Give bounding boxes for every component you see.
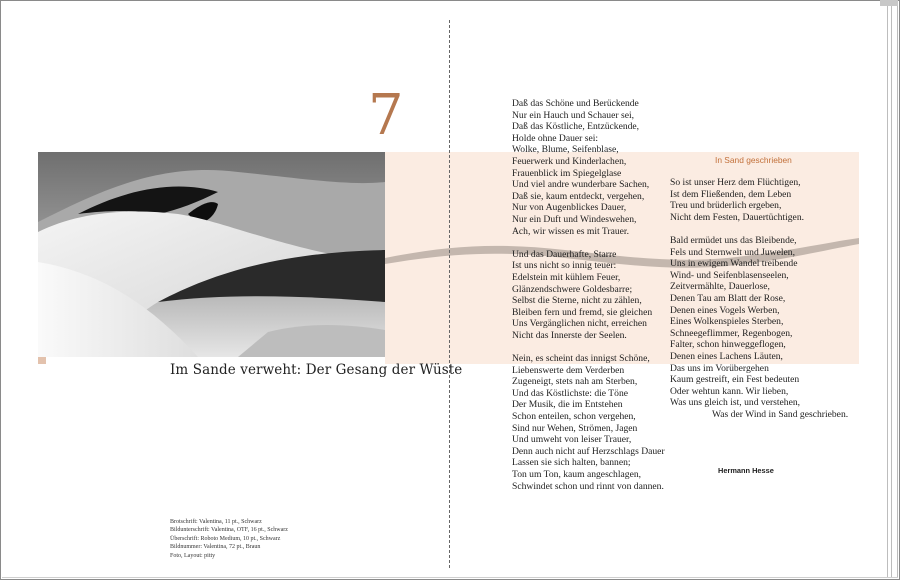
poem-line: Schon enteilen, schon vergehen, [512, 411, 636, 423]
stanza-break [670, 223, 848, 235]
poem-line: Was uns gleich ist, und verstehen, [670, 397, 801, 409]
poem-line: Liebenswerte dem Verderben [512, 364, 625, 376]
poem-line: Daß sie, kaum entdeckt, vergehen, [512, 190, 645, 202]
poem-line: Ach, wir wissen es mit Trauer. [512, 225, 629, 237]
poem-line: Frauenblick im Spiegelglase [512, 167, 622, 179]
poem-line: Denn auch nicht auf Herzschlags Dauer [512, 445, 665, 457]
poem-line: Denen eines Vogels Werben, [670, 304, 780, 316]
poem-line: Ist dem Fließenden, dem Leben [670, 188, 792, 200]
credit-line: Brotschrift: Valentina, 11 pt., Schwarz [170, 519, 262, 525]
poem-line: Nein, es scheint das innigst Schöne, [512, 353, 650, 365]
poem-line: Daß das Schöne und Berückende [512, 98, 639, 109]
poem-line: Oder wehtun kann. Wir lieben, [670, 385, 789, 397]
bottom-edge [2, 577, 898, 578]
credit-line: Foto, Layout: pitty [170, 552, 216, 559]
poem-line: Und das Dauerhafte, Starre [512, 248, 617, 260]
poem-line: Uns Vergänglichen nicht, erreichen [512, 318, 647, 330]
poem-line: Wolke, Blume, Seifenblase, [512, 144, 619, 156]
poem-line: Daß das Köstliche, Entzückende, [512, 121, 640, 133]
poem-line: Selbst die Sterne, nicht zu zählen, [512, 295, 642, 307]
typography-credits [170, 518, 288, 560]
desert-dune-photo [38, 152, 385, 357]
poem-line: Falter, schon hinweggeflogen, [670, 339, 786, 351]
poem-line: Treu und brüderlich ergeben, [670, 200, 782, 212]
chapter-number: 7 [368, 83, 404, 148]
poem-line: Glänzendschwere Goldesbarre; [512, 283, 633, 295]
poem-line: Kaum gestreift, ein Fest bedeuten [670, 374, 800, 386]
poem-line: Schwindet schon und rinnt von dannen. [512, 480, 664, 492]
poem-line: Nicht das Innerste der Seelen. [512, 329, 627, 341]
poem-line: Was der Wind in Sand geschrieben. [712, 408, 849, 420]
poem-line: Ton um Ton, kaum angeschlagen, [512, 469, 642, 480]
poem-line: Eines Wolkenspieles Sterben, [670, 316, 784, 328]
poem-line: Denen eines Lachens Läuten, [670, 350, 783, 362]
poem-line: Denen Tau am Blatt der Rose, [670, 292, 786, 304]
center-fold-line [449, 20, 450, 568]
poem-line: Uns in ewigem Wandel treibende [670, 258, 798, 270]
poem-line: Edelstein mit kühlem Feuer, [512, 271, 621, 283]
poem-line: Wind- und Seifenblasenseelen, [670, 269, 789, 281]
poem-line: Sind nur Wehen, Strömen, Jagen [512, 422, 638, 434]
stanza-break [512, 341, 665, 353]
poem-line: Feuerwerk und Kinderlachen, [512, 155, 627, 167]
poem-line: Holde ohne Dauer sei: [512, 132, 599, 144]
poem-line: Nur von Augenblickes Dauer, [512, 202, 627, 214]
poem-line: Zugeneigt, stets nah am Sterben, [512, 376, 638, 388]
poem-line: So ist unser Herz dem Flüchtigen, [670, 177, 801, 188]
poem-line: Nur ein Hauch und Schauer sei, [512, 109, 635, 121]
stanza-break [512, 237, 665, 249]
poem-line: Und viel andre wunderbare Sachen, [512, 179, 650, 191]
poem-line: Lassen sie sich halten, bannen; [512, 457, 631, 469]
poem-line: Das uns im Vorübergehen [670, 362, 769, 374]
credit-line: Überschrift: Roboto Medium, 10 pt., Schwarz [170, 535, 281, 542]
page-stack-edge [887, 6, 898, 578]
credit-line: Bildunterschrift: Valentina, OTF, 16 pt., Schwarz [170, 527, 288, 534]
poem-line: Schneegeflimmer, Regenbogen, [670, 327, 793, 339]
poem-line: Und umweht von leiser Trauer, [512, 434, 632, 446]
poem-line: Ist uns nicht so innig teuer: [512, 260, 617, 272]
poem-left-column [512, 98, 665, 492]
poem-line: Und das Köstlichste: die Töne [512, 387, 628, 399]
poem-right-column [670, 177, 848, 420]
poem-line: Fels und Sternwelt und Juwelen, [670, 246, 795, 258]
poem-line: Bleiben fern und fremd, sie gleichen [512, 306, 653, 318]
poem-line: Nicht dem Festen, Dauertüchtigen. [670, 211, 805, 223]
poem-line: Der Musik, die im Entstehen [512, 399, 623, 411]
poem-line: Bald ermüdet uns das Bleibende, [670, 234, 797, 246]
poem-subheading: In Sand geschrieben [715, 155, 792, 165]
poem-line: Zeitvermählte, Dauerlose, [670, 281, 770, 293]
image-caption: Im Sande verweht: Der Gesang der Wüste [170, 362, 463, 378]
credit-line: Bildnummer: Valentina, 72 pt., Braun [170, 544, 261, 551]
poem-author: Hermann Hesse [718, 466, 774, 475]
poem-line: Nur ein Duft und Windeswehen, [512, 213, 637, 225]
